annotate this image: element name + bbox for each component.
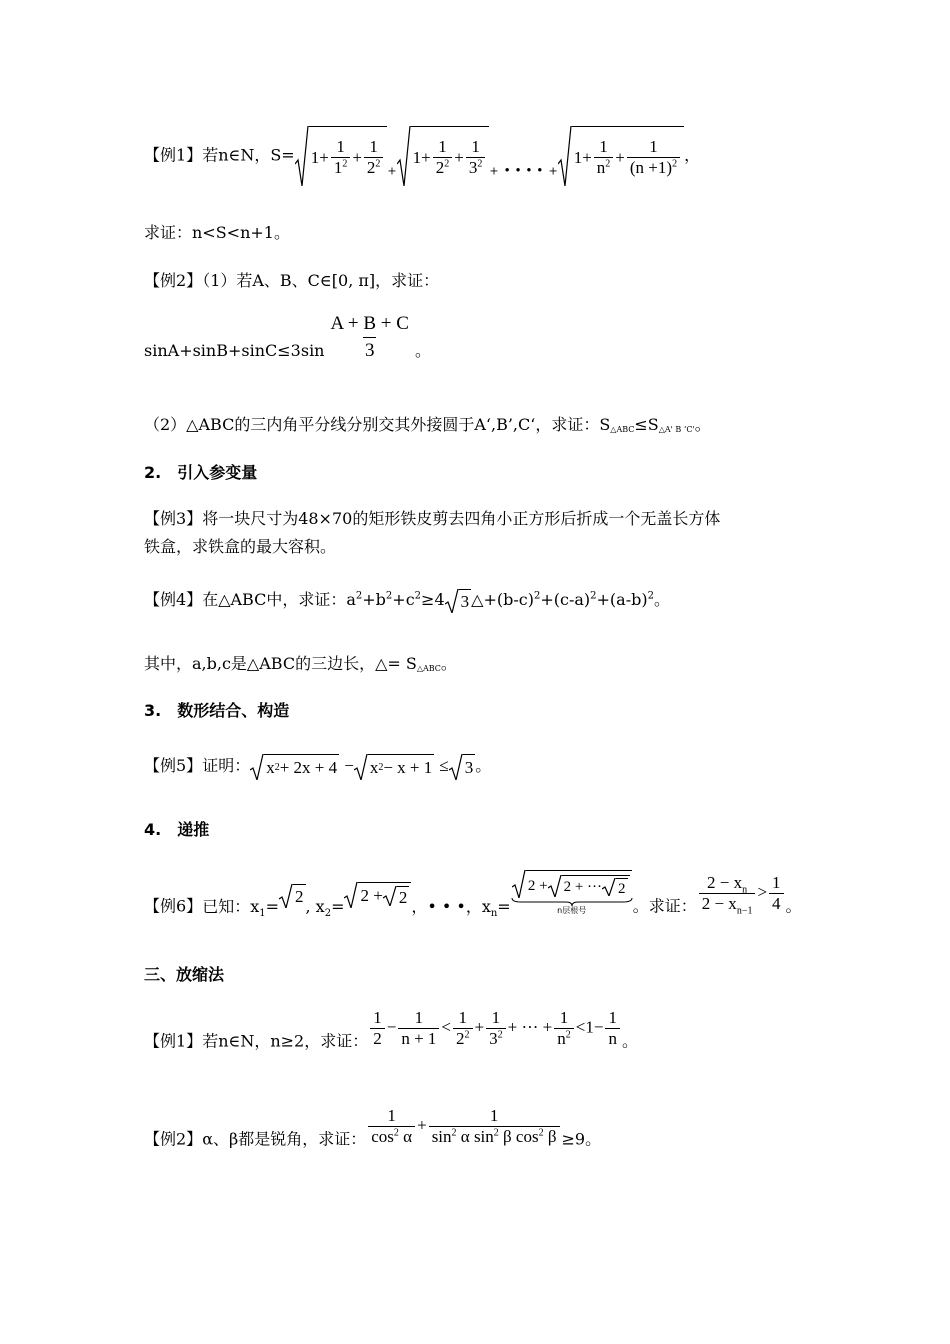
example-1-claim: 求证：n<S<n+1。 <box>144 223 290 242</box>
example-condition: 若n∈N，S= <box>202 145 295 165</box>
example-4: 【例4】在△ABC中，求证：$a^2+b^2+c^2\ge 4$ 3 $\triangle+(b-c)^2+(c-a)^2+(a-b)^2$。 <box>144 590 670 611</box>
quarter-fraction: $\frac{1}{4}$ <box>769 873 784 913</box>
section-heading-3: 3. 数形结合、构造 <box>144 701 290 720</box>
sqrt-expr-2: x 2 − x + 1 <box>354 754 434 780</box>
sqrt-3: 3 <box>445 589 472 613</box>
example-5: 【例5】证明： x 2 + 2x + 4 − x 2 − x + 1 ≤ 3 。 <box>144 752 491 780</box>
example-scaling-1: 【例1】若n∈N，n≥2，求证： $\frac{1}{2}$ − $\frac{1}{n + 1}$ < $\frac{1}{2^2}$ + $\frac{1}{3^2}$ + ··· + $\frac{1}{n^2}$ <1− $\frac{1}{n}$ 。 <box>144 1008 638 1051</box>
ellipsis-dots: • • • • <box>503 163 544 178</box>
example-3: 【例3】将一块尺寸为48×70的矩形铁皮剪去四角小正方形后折成一个无盖长方体 铁盒，求铁盒的最大容积。 <box>144 509 721 556</box>
ratio-fraction: $\frac{2 - x_n}{2 - x_{n-1}}$ <box>699 873 756 913</box>
underbrace <box>511 898 633 906</box>
sqrt-term-1: 1 + $\frac{1}{1^2}$ + $\frac{1}{2^2}$ <box>295 126 388 186</box>
sqrt-2-plus-sqrt-2: 2 + 2 <box>344 882 411 908</box>
sqrt-term-n: 1 + $\frac{1}{n^2}$ + $\frac{1}{(n +1)^2}$ <box>558 126 684 186</box>
sqrt-3: 3 <box>449 754 476 780</box>
example-label: 【例1】 <box>144 145 203 165</box>
example-4-note: 其中，a,b,c是△ABC的三边长，△= S△ABC。 <box>144 654 457 673</box>
sqrt-expr-1: x 2 + 2x + 4 <box>250 754 339 780</box>
sqrt-term-2: 1 + $\frac{1}{2^2}$ + $\frac{1}{3^2}$ <box>397 126 490 186</box>
example-1: 【例1】若n∈N，S= 1 + $\frac{1}{1^2}$ + $\frac{1}{2^2}$ $_+$ 1 + $\frac{1}{2^2}$ + $\frac{1}{3^2}$ $_+$ $_{• • • •}$ $_+$ 1 + $\frac{1}{n^2}$ + $\frac{1}{(n +1)^2}$ ， <box>144 126 700 186</box>
example-scaling-2: 【例2】α、β都是锐角，求证： $\frac{1}{\cos^2 \alpha}$ + $\frac{1}{\sin^2 \alpha \sin^2 \beta \cos^2 \beta}$ ≥9。 <box>144 1106 602 1149</box>
section-heading-2: 2. 引入参变量 <box>144 463 258 482</box>
nested-radical: 2 + 2 + ··· 2 n层根号 <box>511 870 633 916</box>
section-heading-5: 三、放缩法 <box>144 965 225 984</box>
fraction-abc-3: $\frac{A + B + C}{3}$ <box>330 313 409 361</box>
example-6: 【例6】已知：$x_1=$ 2 , $x_2=$ 2 + 2 ，• • •，$x_n=$ 2 + 2 + ··· 2 n层根号 。求证： $\frac{2 - x_n}{2 - x_{n-1}}$ > $\frac{1}{4}$ 。 <box>144 870 802 921</box>
sqrt-2: 2 <box>279 884 306 908</box>
example-2-part2: （2）△ABC的三内角平分线分别交其外接圆于A‘,B’,C‘，求证：S△ABC≤S△A' B ‘C'。 <box>144 415 711 434</box>
section-heading-4: 4. 递推 <box>144 820 210 839</box>
example-2: 【例2】（1）若A、B、C∈[0, π]，求证： <box>144 271 440 290</box>
example-2-inequality: sinA+sinB+sinC≤3sin $\frac{A + B + C}{3}$ 。 <box>144 313 431 361</box>
